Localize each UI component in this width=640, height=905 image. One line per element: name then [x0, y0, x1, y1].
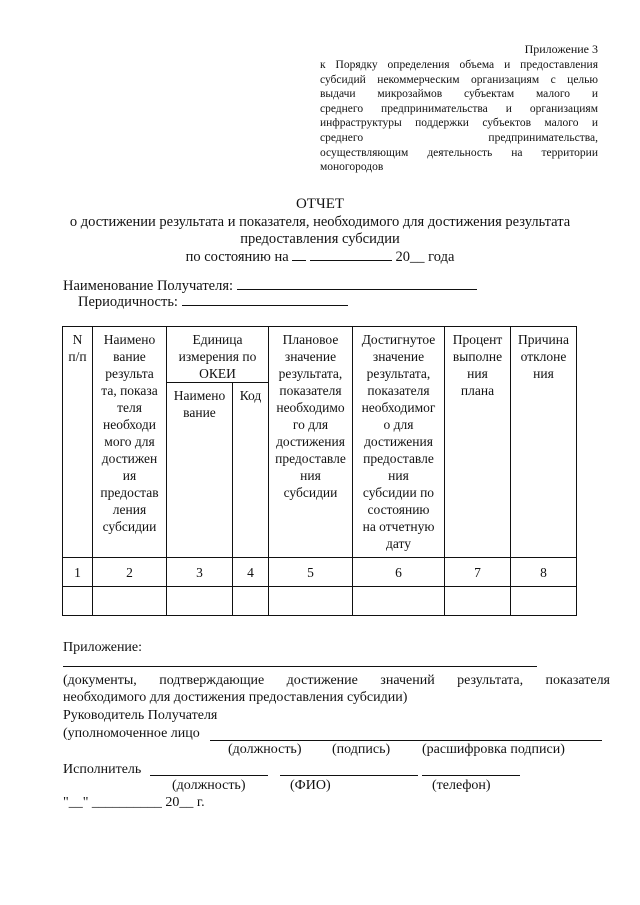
report-subtitle: о достижении результата и показателя, необходимого для достижения результата [69, 214, 571, 230]
appendix-title: Приложение 3 [524, 42, 598, 56]
periodicity-row [78, 293, 348, 311]
caption-position: (должность) [228, 742, 302, 757]
column-number: 1 [63, 558, 93, 587]
recipient-field[interactable] [237, 277, 477, 290]
appendix-line: субсидий некоммерческим организациям с целью [320, 73, 598, 86]
authorized-label: (уполномоченное лицо [63, 726, 200, 741]
date-prefix: по состоянию на [185, 249, 289, 265]
column-number: 6 [353, 558, 445, 587]
executor-phone-field[interactable] [422, 775, 520, 776]
caption-phone: (телефон) [432, 778, 491, 793]
attachment-label: Приложение: [63, 640, 143, 655]
recipient-label: Наименование Получателя: [63, 278, 234, 294]
table-cell[interactable] [445, 587, 511, 616]
executor-position-field[interactable] [150, 775, 268, 776]
head-label: Руководитель Получателя [63, 708, 218, 723]
header-plan-value: Плановое значение результата, показателя необходимо го для достижения предоставле ния субсидии [269, 327, 353, 558]
column-number: 4 [233, 558, 269, 587]
appendix-text [320, 58, 598, 175]
report-title: ОТЧЕТ [295, 196, 345, 212]
table-number-row [63, 558, 577, 587]
attachment-note: необходимого для достижения предоставления субсидии) [63, 690, 408, 705]
executor-label: Исполнитель [63, 762, 142, 777]
table-header-row [63, 327, 577, 383]
column-number: 8 [511, 558, 577, 587]
table-cell[interactable] [233, 587, 269, 616]
caption-fio: (ФИО) [290, 778, 331, 793]
header-num: N п/п [63, 327, 93, 558]
periodicity-label: Периодичность: [78, 294, 178, 310]
appendix-line: к Порядку определения объема и предоставления [320, 59, 598, 71]
header-reason: Причина отклоне ния [511, 327, 577, 558]
caption-position: (должность) [172, 778, 246, 793]
appendix-line: моногородов [320, 161, 384, 174]
column-number: 7 [445, 558, 511, 587]
table-row [63, 587, 577, 616]
date-month-field[interactable] [310, 248, 392, 261]
table-cell[interactable] [353, 587, 445, 616]
report-subtitle: предоставления субсидии [240, 231, 400, 247]
header-percent: Процент выполне ния плана [445, 327, 511, 558]
column-number: 3 [167, 558, 233, 587]
header-unit: Единица измерения по ОКЕИ [167, 327, 269, 383]
table-cell[interactable] [269, 587, 353, 616]
authorized-signature-field[interactable] [210, 740, 602, 741]
table-cell[interactable] [93, 587, 167, 616]
report-table [62, 326, 577, 616]
appendix-line: выдачи микрозаймов субъектам малого и [320, 88, 598, 101]
appendix-line: среднего предпринимательства, [320, 131, 598, 144]
caption-decoding: (расшифровка подписи) [422, 742, 565, 757]
executor-fio-field[interactable] [280, 775, 418, 776]
date-suffix: года [428, 249, 455, 265]
date-day-field[interactable] [292, 248, 306, 261]
attachment-note: (документы, подтверждающие достижение значений результата, показателя [63, 673, 610, 688]
header-unit-code: Код [233, 383, 269, 558]
header-actual-value: Достигнутое значение результата, показателя необходимог о для достижения предоставле ния субсидии по состоянию на отчетную дату [353, 327, 445, 558]
report-date-line [0, 248, 640, 266]
column-number: 5 [269, 558, 353, 587]
header-result-name: Наимено вание результа та, показа теля необходи мого для достижен ия предостав ления субсидии [93, 327, 167, 558]
column-number: 2 [93, 558, 167, 587]
appendix-line: осуществляющим деятельность на территории [320, 146, 598, 159]
table-cell[interactable] [167, 587, 233, 616]
appendix-line: инфраструктуры поддержки субъектов малого и [320, 117, 598, 130]
caption-signature: (подпись) [332, 742, 391, 757]
table-cell[interactable] [63, 587, 93, 616]
signature-date: "__" __________ 20__ г. [63, 795, 205, 810]
header-unit-name: Наимено вание [167, 383, 233, 558]
date-year: 20__ [395, 249, 425, 265]
periodicity-field[interactable] [182, 293, 348, 306]
appendix-line: среднего предпринимательства и организациям [320, 102, 598, 115]
attachment-field[interactable] [63, 666, 537, 667]
table-cell[interactable] [511, 587, 577, 616]
